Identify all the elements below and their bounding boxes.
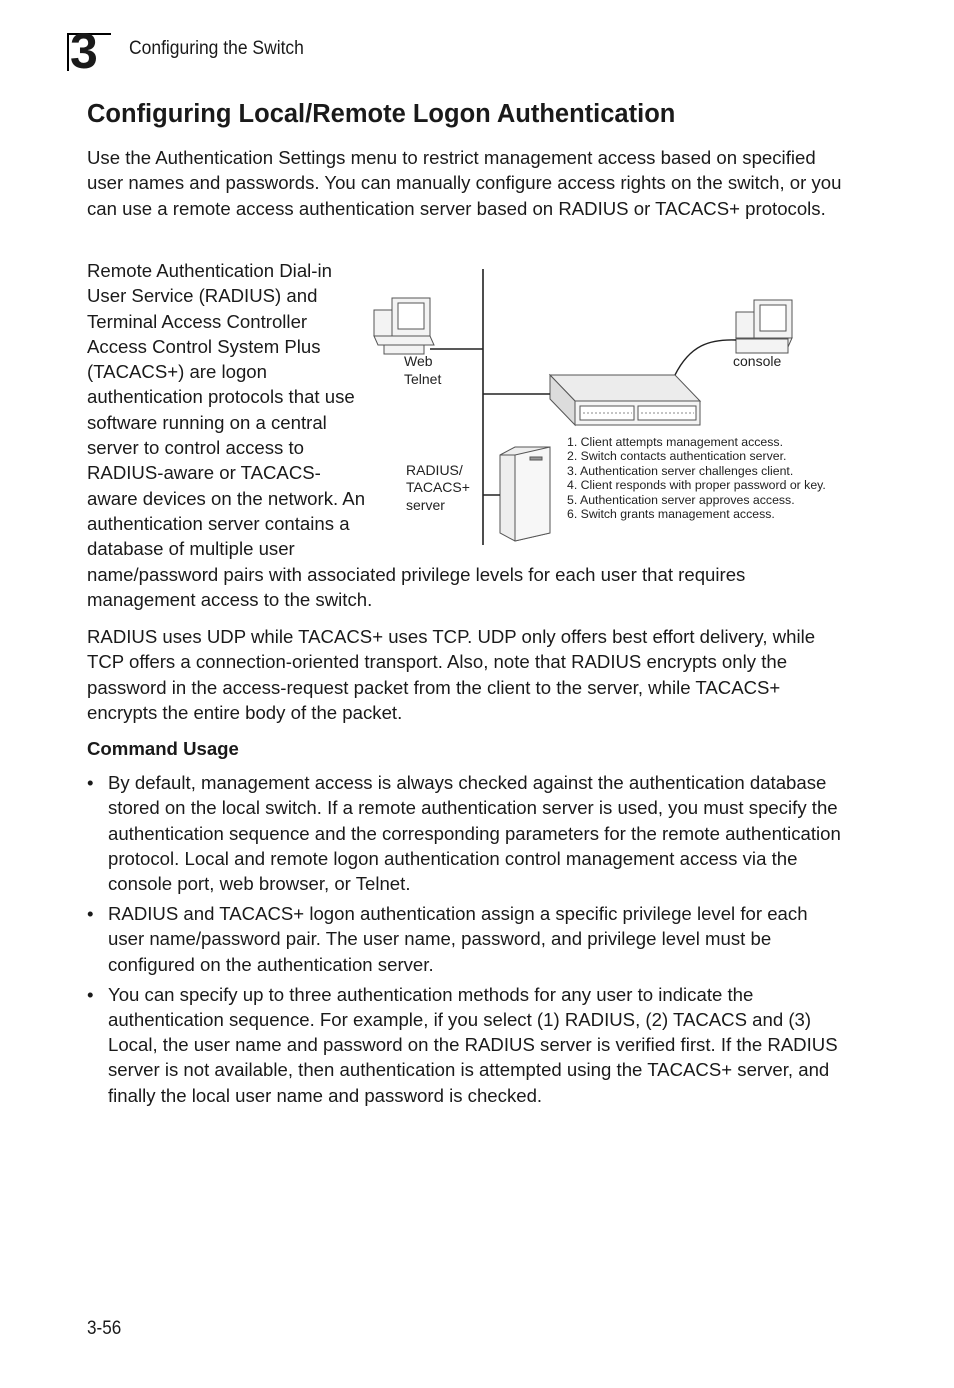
step-item: 6. Switch grants management access. — [567, 507, 775, 522]
list-item-text: You can specify up to three authentication methods for any user to indicate the authentication sequence. For example, if you select (1) RADIUS, (2) TACACS and (3) Local, the user name and password on the RADIUS server is verified first. If the RADIUS server is not available, then authentication is attempted using the TACACS+ server, and finally the local user name and password is checked. — [108, 983, 838, 1106]
step-item: 4. Client responds with proper password or key. — [567, 478, 826, 493]
console-cable — [675, 340, 736, 375]
web-client-computer-icon — [374, 298, 483, 354]
step-item: 2. Switch contacts authentication server. — [567, 449, 787, 464]
authentication-server-icon — [483, 447, 550, 541]
running-title: Configuring the Switch — [129, 38, 304, 59]
network-switch-icon — [483, 375, 700, 425]
intro-paragraph: Use the Authentication Settings menu to restrict management access based on specified user names and passwords. You can manually configure access rights on the switch, or you can use a remote access authentication server based on RADIUS or TACACS+ protocols. — [87, 147, 842, 219]
section-title: Configuring Local/Remote Logon Authentication — [87, 100, 676, 128]
step-item: 5. Authentication server approves access. — [567, 492, 795, 507]
step-item: 3. Authentication server challenges client. — [567, 463, 794, 478]
console-label: console — [733, 353, 782, 369]
server-label-line2: TACACS+ — [406, 479, 470, 495]
list-item — [87, 770, 847, 896]
radius-paragraph: Remote Authentication Dial-in User Service (RADIUS) and Terminal Access Controller Access Control System Plus (TACACS+) are logon authentication protocols that use software running on a central server to control access to RADIUS-aware or TACACS-aware devices on the network. An authentication server contains a database of multiple user name/password pairs with associated privilege levels for each user that requires management access to the switch. — [87, 260, 746, 610]
bullet-icon: • — [87, 903, 94, 925]
web-label: Web — [404, 353, 433, 369]
console-computer-icon — [736, 300, 792, 353]
server-label-line1: RADIUS/ — [406, 462, 463, 478]
telnet-label: Telnet — [404, 371, 442, 387]
authentication-diagram — [370, 265, 850, 550]
bullet-icon: • — [87, 772, 94, 793]
step-item: 1. Client attempts management access. — [567, 435, 783, 449]
page-number: 3-56 — [87, 1318, 122, 1339]
chapter-number: 3 — [70, 23, 96, 79]
list-item — [87, 901, 847, 977]
server-label-line3: server — [406, 497, 445, 513]
list-item-text: By default, management access is always checked against the authentication database stored on the local switch. If a remote authentication server is used, you must specify the authentication sequence and the corresponding parameters for the remote authentication protocol. Local and remote logon authentication control management access via the console port, web browser, or Telnet. — [108, 772, 841, 895]
command-usage-heading: Command Usage — [87, 738, 239, 759]
command-usage-list — [87, 770, 847, 1113]
list-item-text: RADIUS and TACACS+ logon authentication assign a specific privilege level for each user name/password pair. The user name, password, and privilege level must be configured on the authentication server. — [108, 903, 808, 975]
protocol-comparison-paragraph: RADIUS uses UDP while TACACS+ uses TCP. UDP only offers best effort delivery, while TCP offers a connection-oriented transport. Also, note that RADIUS encrypts only the password in the access-request packet from the client to the server, while TACACS+ encrypts the entire body of the packet. — [87, 626, 816, 723]
bullet-icon: • — [87, 983, 94, 1005]
list-item — [87, 982, 847, 1108]
authentication-steps-list — [567, 435, 826, 521]
